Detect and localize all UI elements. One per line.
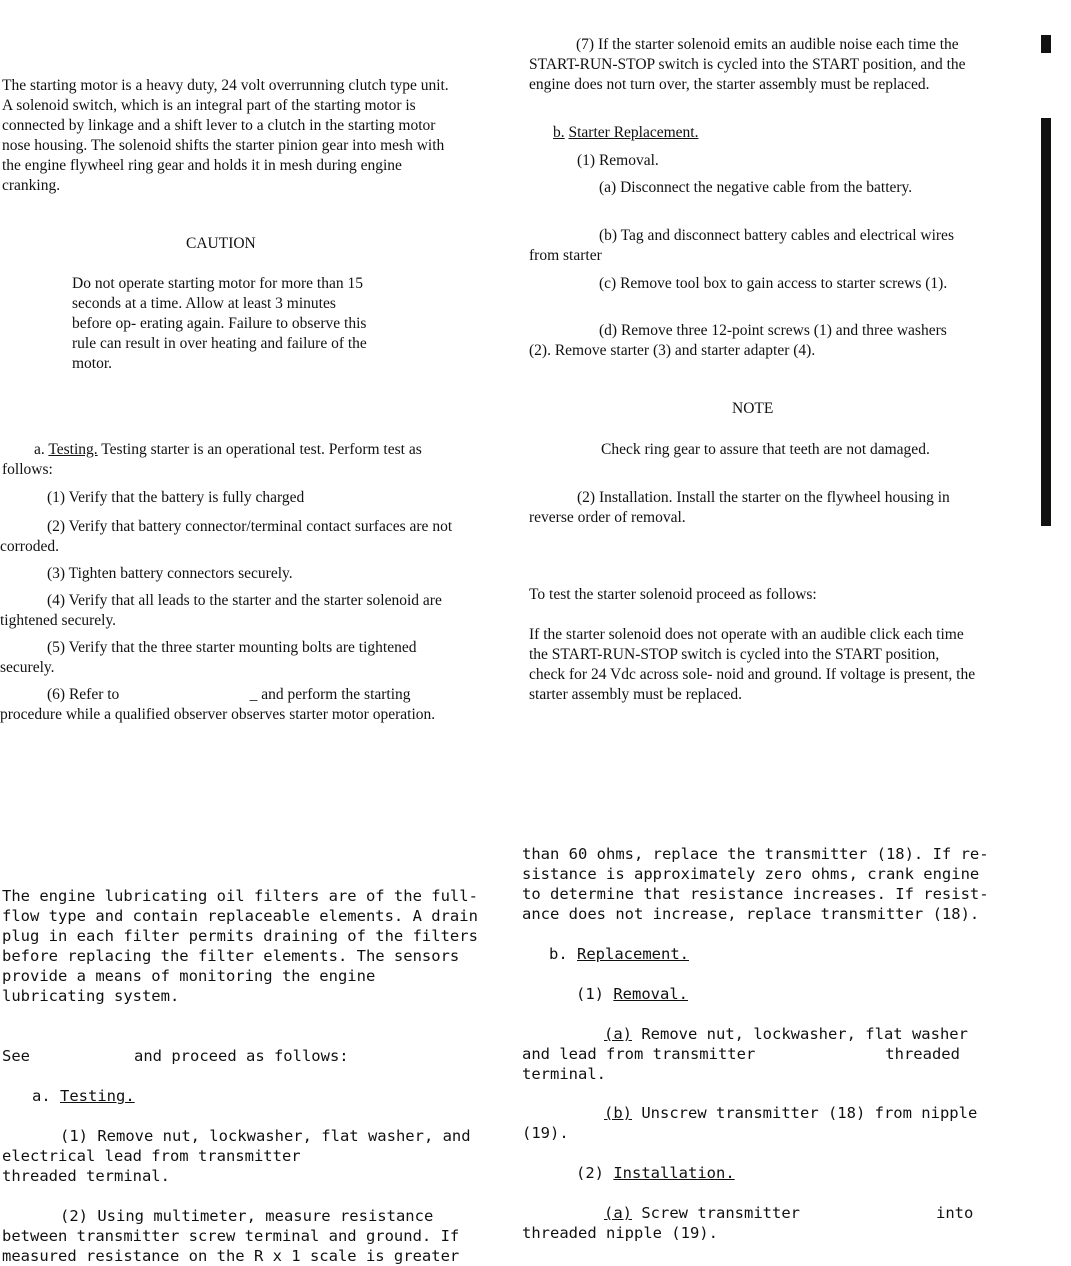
transmitter-removal-a-line1 <box>604 1024 968 1044</box>
oil-testing-step-1a: (1) Remove nut, lockwasher, flat washer, and <box>60 1127 471 1145</box>
see-rest: and proceed as follows: <box>134 1047 349 1065</box>
transmitter-removal-b-line1 <box>604 1103 977 1123</box>
oil-testing-title: Testing. <box>60 1087 135 1105</box>
step6-rest: and perform the starting procedure while a qualified observer observes starter motor operation. <box>0 686 436 723</box>
see-line <box>2 1046 402 1066</box>
caution-heading: CAUTION <box>186 235 256 252</box>
transmitter-removal-a-text: Remove nut, lockwasher, flat washer <box>641 1025 968 1043</box>
note-text: Check ring gear to assure that teeth are not damaged. <box>601 441 930 458</box>
oil-testing-label: a. <box>32 1087 51 1105</box>
transmitter-installation-label: (2) <box>576 1164 604 1182</box>
transmitter-removal-a-label: (a) <box>604 1025 632 1043</box>
testing-step-4: (4) Verify that all leads to the starter and the starter solenoid are tightened securely. <box>0 592 442 629</box>
transmitter-replacement-label: b. <box>549 945 568 963</box>
transmitter-removal-heading <box>576 984 688 1004</box>
transmitter-installation-a-line2: threaded nipple (19). <box>522 1224 718 1242</box>
solenoid-text: If the starter solenoid does not operate with an audible click each time the START-RUN-STOP switch is cycled into the START position, check for 24 Vdc across sole- noid and ground. If voltage is present, the starter assembly must be replaced. <box>529 626 976 703</box>
transmitter-removal-title: Removal. <box>613 985 688 1003</box>
oil-testing-step-1c: threaded terminal. <box>2 1167 170 1185</box>
note-heading: NOTE <box>732 400 774 417</box>
removal-step-d: (d) Remove three 12-point screws (1) and three washers (2). Remove starter (3) and starter adapter (4). <box>529 322 947 359</box>
testing-paragraph <box>2 440 442 480</box>
see-word: See <box>2 1047 30 1065</box>
testing-step-7: (7) If the starter solenoid emits an audible noise each time the START-RUN-STOP switch is cycled into the START position, and the engine does not turn over, the starter assembly must be replaced. <box>529 36 966 93</box>
oil-testing-step-2: (2) Using multimeter, measure resistance between transmitter screw terminal and ground. If measured resistance on the R x 1 scale is greater <box>2 1207 460 1265</box>
transmitter-replacement-heading <box>549 944 689 964</box>
removal-heading: (1) Removal. <box>577 152 659 169</box>
oil-testing-heading <box>32 1086 135 1106</box>
testing-step-5: (5) Verify that the three starter mounting bolts are tightened securely. <box>0 639 417 676</box>
transmitter-continued: than 60 ohms, replace the transmitter (18). If re- sistance is approximately zero ohms, crank engine to determine that resistance increases. If resist- ance does not increase, replace transmitter (18). <box>522 845 989 923</box>
transmitter-installation-title: Installation. <box>613 1164 735 1182</box>
replacement-label: b. <box>553 124 565 141</box>
change-bar-long <box>1041 118 1051 526</box>
transmitter-removal-a-line2 <box>522 1044 982 1064</box>
removal-step-c: (c) Remove tool box to gain access to starter screws (1). <box>599 275 948 292</box>
caution-text: Do not operate starting motor for more than 15 seconds at a time. Allow at least 3 minutes before op- erating again. Failure to observe this rule can result in over heating and failure of the motor. <box>72 275 367 372</box>
transmitter-removal-b-label: (b) <box>604 1104 632 1122</box>
step6-blank: _ <box>249 686 258 703</box>
transmitter-removal-a-line3: terminal. <box>522 1065 606 1083</box>
testing-step-6 <box>0 685 460 725</box>
transmitter-removal-b-text: Unscrew transmitter (18) from nipple <box>641 1104 978 1122</box>
transmitter-installation-a-line1 <box>604 1203 984 1223</box>
oil-testing-step-1b: electrical lead from transmitter <box>2 1147 301 1165</box>
testing-step-3: (3) Tighten battery connectors securely. <box>47 565 293 582</box>
testing-step-1: (1) Verify that the battery is fully charged <box>47 489 305 506</box>
testing-title: Testing. <box>48 441 98 458</box>
testing-text: Testing starter is an operational test. Perform test as follows: <box>2 441 422 478</box>
testing-step-2: (2) Verify that battery connector/terminal contact surfaces are not corroded. <box>0 518 453 555</box>
starter-intro-paragraph: The starting motor is a heavy duty, 24 volt overrunning clutch type unit. A solenoid switch, which is an integral part of the starting motor is connected by linkage and a shift lever to a clutch in the starting motor nose housing. The solenoid shifts the starter pinion gear into mesh with the engine flywheel ring gear and holds it in mesh during engine cranking. <box>2 77 449 194</box>
solenoid-intro: To test the starter solenoid proceed as follows: <box>529 586 817 603</box>
transmitter-removal-a-line2b: threaded <box>885 1045 960 1063</box>
starter-replacement-heading <box>553 123 698 143</box>
removal-step-a: (a) Disconnect the negative cable from the battery. <box>599 179 913 196</box>
removal-step-b: (b) Tag and disconnect battery cables and electrical wires from starter <box>529 227 954 264</box>
installation-step: (2) Installation. Install the starter on the flywheel housing in reverse order of removal. <box>529 489 950 526</box>
transmitter-installation-a-text: Screw transmitter <box>641 1204 800 1222</box>
replacement-title: Starter Replacement. <box>568 124 699 141</box>
transmitter-removal-a-line2a: and lead from transmitter <box>522 1045 756 1063</box>
transmitter-installation-a-into: into <box>935 1204 974 1222</box>
transmitter-installation-a-label: (a) <box>604 1204 632 1222</box>
transmitter-removal-label: (1) <box>576 985 604 1003</box>
change-bar-top <box>1041 35 1051 53</box>
transmitter-installation-heading <box>576 1163 735 1183</box>
step6-start: (6) Refer to <box>47 686 120 703</box>
transmitter-removal-b-line2: (19). <box>522 1124 569 1142</box>
oil-filters-paragraph: The engine lubricating oil filters are of the full-flow type and contain replaceable elements. A drain plug in each filter permits draining of the filters before replacing the filter elements. The sensors provide a means of monitoring the engine lubricating system. <box>2 887 478 1005</box>
testing-label: a. <box>34 441 45 458</box>
transmitter-replacement-title: Replacement. <box>577 945 689 963</box>
